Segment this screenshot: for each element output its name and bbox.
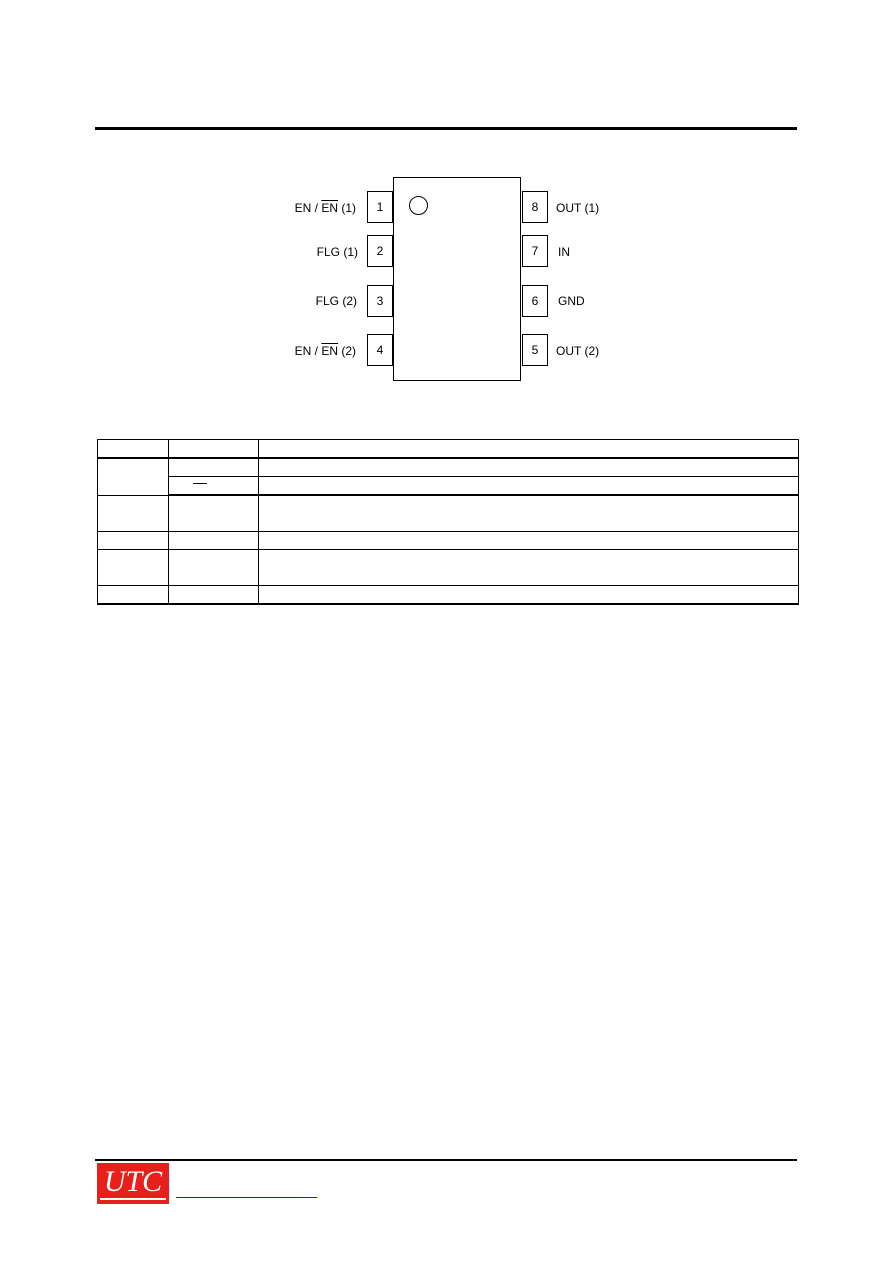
pin-number: 7 xyxy=(531,244,539,258)
pin-label-6: GND xyxy=(558,294,585,308)
table-cell xyxy=(259,458,799,477)
table-cell xyxy=(259,550,799,586)
pin-2 xyxy=(367,235,393,267)
pin1-marker-icon xyxy=(409,196,428,215)
header-rule xyxy=(95,127,797,130)
pin-1 xyxy=(367,191,393,223)
table-row xyxy=(98,532,799,550)
table-header-row xyxy=(98,440,799,459)
pin-label-3: FLG (2) xyxy=(315,294,357,308)
table-cell xyxy=(259,495,799,532)
table-cell xyxy=(169,532,259,550)
table-cell xyxy=(259,532,799,550)
table-cell xyxy=(169,458,259,477)
table-row xyxy=(98,477,799,496)
pin-number: 5 xyxy=(531,343,539,357)
table-cell xyxy=(98,440,169,459)
pin-7 xyxy=(522,235,548,267)
table-row xyxy=(98,458,799,477)
logo-text: UTC xyxy=(100,1167,166,1200)
pin-label-8: OUT (1) xyxy=(556,201,600,215)
overline-mark xyxy=(193,483,207,484)
pin-3 xyxy=(367,285,393,317)
pin-number: 1 xyxy=(376,200,384,214)
table-cell xyxy=(169,440,259,459)
pin-6 xyxy=(522,285,548,317)
pin-8 xyxy=(522,191,548,223)
table-row xyxy=(98,550,799,586)
footer-rule xyxy=(95,1159,797,1161)
pin-label-4: EN / $\overline{EN}$ (2) xyxy=(294,344,356,358)
pin-label-2: FLG (1) xyxy=(316,245,358,259)
pin-4 xyxy=(367,334,393,366)
table-cell xyxy=(98,550,169,586)
pin-number: 6 xyxy=(531,294,539,308)
utc-logo xyxy=(97,1163,169,1204)
pin-number: 3 xyxy=(376,294,384,308)
pin-number: 2 xyxy=(376,244,384,258)
table-cell xyxy=(98,495,169,532)
table-cell xyxy=(259,586,799,605)
table-cell xyxy=(259,440,799,459)
pin-description-table xyxy=(97,439,799,605)
pin-label-7: IN xyxy=(558,245,570,259)
table-cell xyxy=(259,477,799,496)
table-row xyxy=(98,495,799,532)
pin-label-1: EN / $\overline{EN}$ (1) xyxy=(294,201,356,215)
table-cell xyxy=(169,477,259,496)
pin-number: 8 xyxy=(531,200,539,214)
table-cell xyxy=(169,550,259,586)
table-cell xyxy=(98,532,169,550)
table-row xyxy=(98,586,799,605)
table-cell xyxy=(98,458,169,495)
table-cell xyxy=(169,586,259,605)
table-cell xyxy=(98,586,169,605)
pin-number: 4 xyxy=(376,343,384,357)
footer-link[interactable] xyxy=(176,1197,317,1198)
table-cell xyxy=(169,495,259,532)
pin-label-5: OUT (2) xyxy=(556,344,600,358)
pin-5 xyxy=(522,334,548,366)
